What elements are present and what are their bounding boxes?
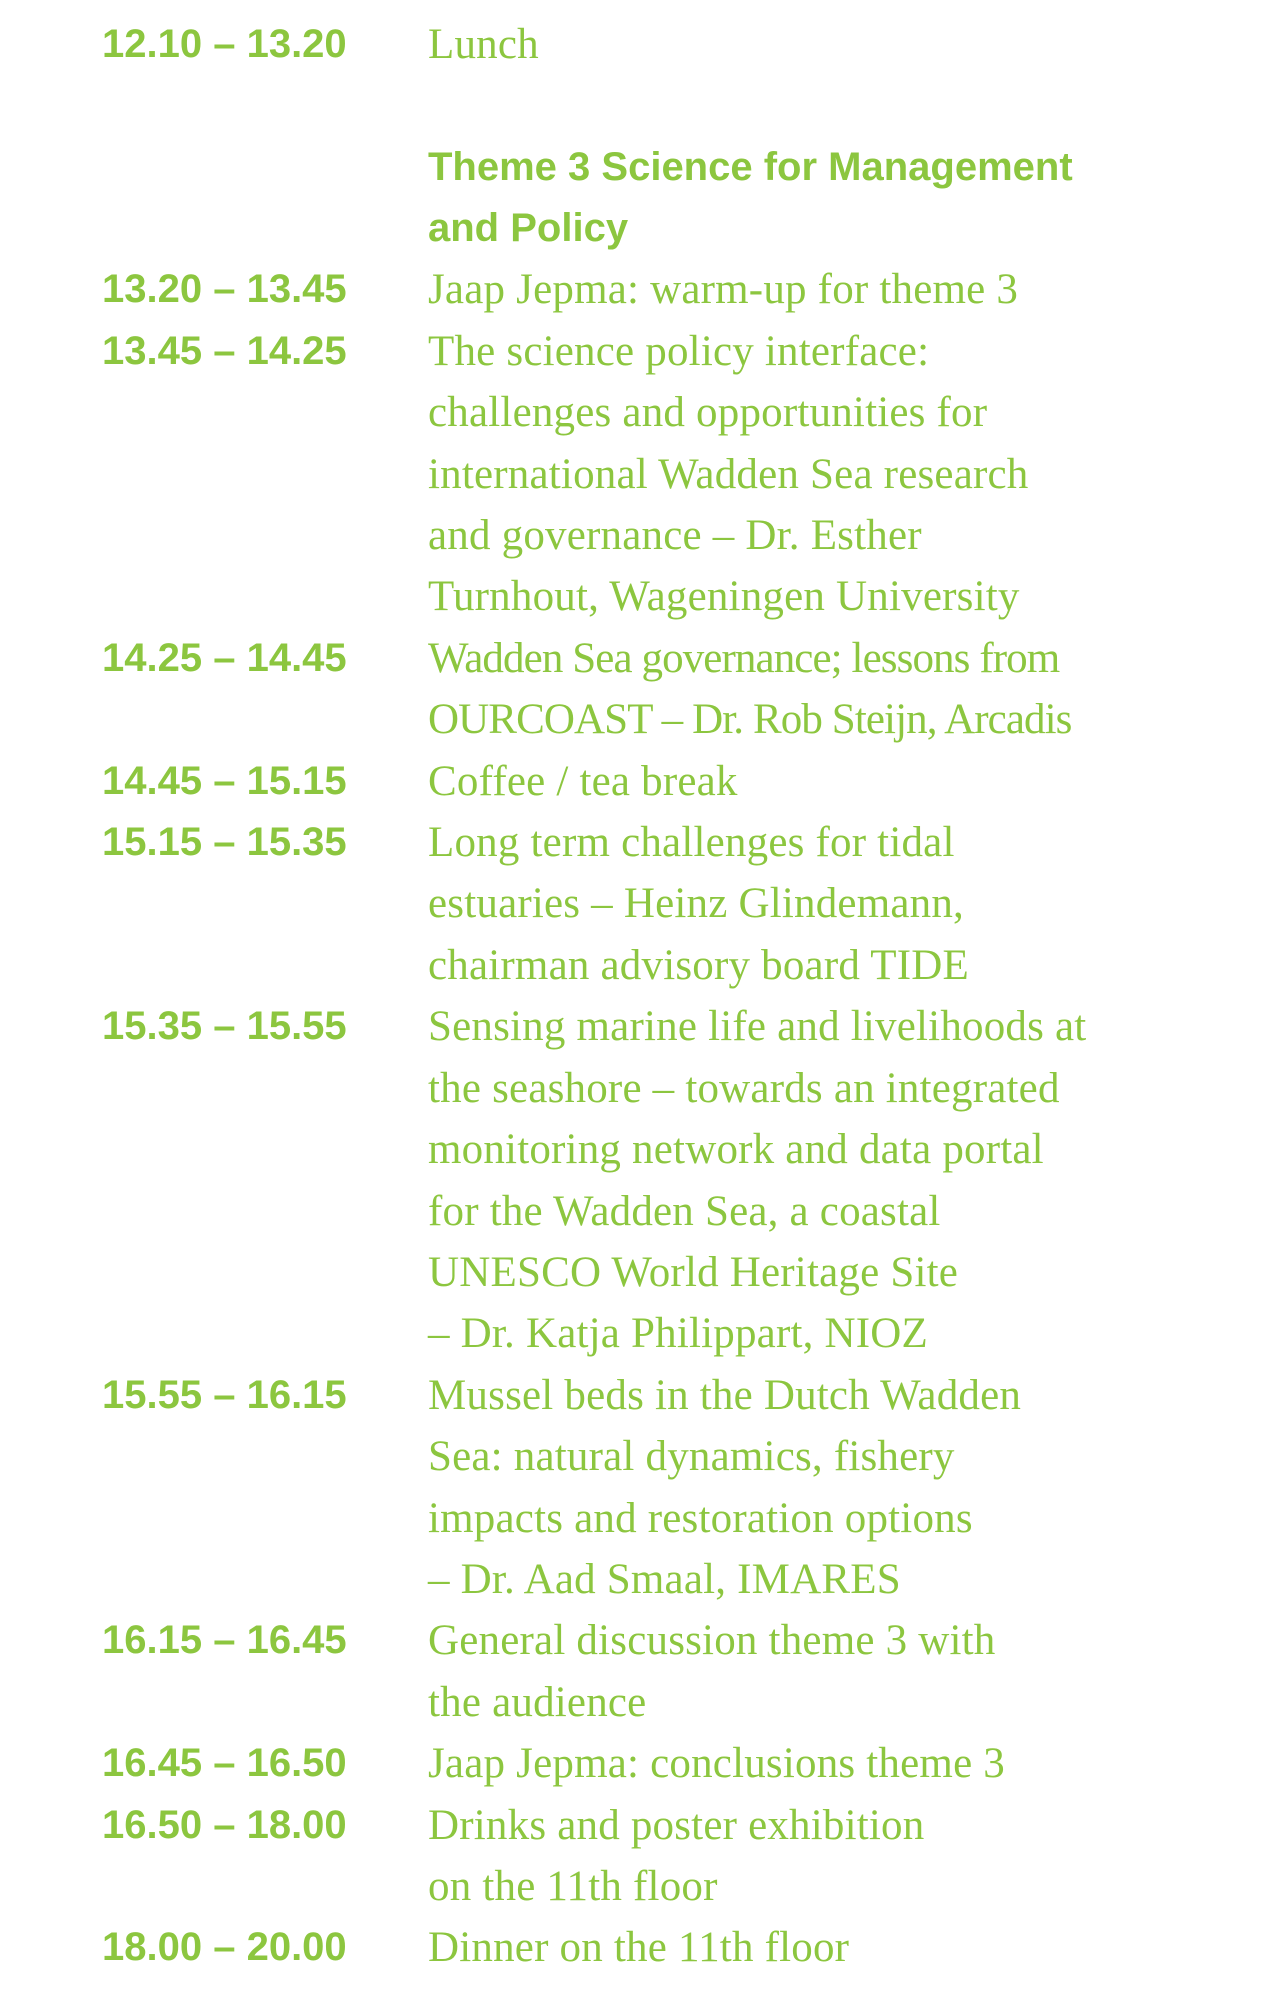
schedule-row [0, 1610, 1280, 1733]
session-title: Lunch [428, 21, 539, 68]
time-slot: 14.45 – 15.15 [102, 758, 347, 803]
schedule-row-lunch [0, 14, 1280, 75]
schedule-row [0, 628, 1280, 751]
schedule-row [0, 996, 1280, 1364]
time-slot: 15.55 – 16.15 [102, 1372, 347, 1417]
schedule-row [0, 1917, 1280, 1978]
session-title: Drinks and poster exhibition on the 11th floor [428, 1801, 925, 1910]
time-slot: 15.35 – 15.55 [102, 1004, 347, 1049]
schedule-row [0, 321, 1280, 628]
time-slot: 16.50 – 18.00 [102, 1802, 347, 1847]
time-slot: 12.10 – 13.20 [102, 22, 347, 66]
session-title: General discussion theme 3 with the audience [428, 1617, 996, 1726]
schedule-row [0, 1795, 1280, 1918]
section-spacer [0, 75, 1280, 137]
session-title: Jaap Jepma: conclusions theme 3 [428, 1740, 1005, 1788]
theme-heading-row [0, 137, 1280, 259]
time-slot: 14.25 – 14.45 [102, 635, 347, 680]
schedule-row [0, 812, 1280, 996]
session-title: Dinner on the 11th floor [428, 1924, 850, 1972]
time-slot: 13.45 – 14.25 [102, 328, 347, 373]
time-slot: 13.20 – 13.45 [102, 267, 347, 312]
session-title: Long term challenges for tidal estuaries – Heinz Glindemann, chairman advisory board TIDE [428, 819, 969, 989]
session-title: Coffee / tea break [428, 757, 738, 805]
time-slot: 18.00 – 20.00 [102, 1925, 347, 1970]
schedule-row [0, 751, 1280, 812]
time-slot: 15.15 – 15.35 [102, 820, 347, 865]
schedule-row [0, 259, 1280, 320]
schedule-row [0, 1733, 1280, 1794]
session-title: Mussel beds in the Dutch Wadden Sea: natural dynamics, fishery impacts and restoration options – Dr. Aad Smaal, IMARES [428, 1371, 1022, 1603]
session-title: Sensing marine life and livelihoods at the seashore – towards an integrated monitoring network and data portal for the Wadden Sea, a coastal UNESCO World Heritage Site – Dr. Katja Philippart, NIOZ [428, 1003, 1087, 1358]
schedule-row [0, 1365, 1280, 1611]
session-title: Wadden Sea governance; lessons from OURCOAST – Dr. Rob Steijn, Arcadis [428, 634, 1072, 744]
session-title: Jaap Jepma: warm-up for theme 3 [428, 266, 1019, 314]
time-slot: 16.15 – 16.45 [102, 1618, 347, 1663]
session-title: The science policy interface: challenges and opportunities for international Wadden Sea research and governance – Dr. Esther Turnhout, Wageningen University [428, 327, 1029, 621]
time-slot: 16.45 – 16.50 [102, 1741, 347, 1786]
theme-heading: Theme 3 Science for Management and Policy [428, 145, 1073, 251]
